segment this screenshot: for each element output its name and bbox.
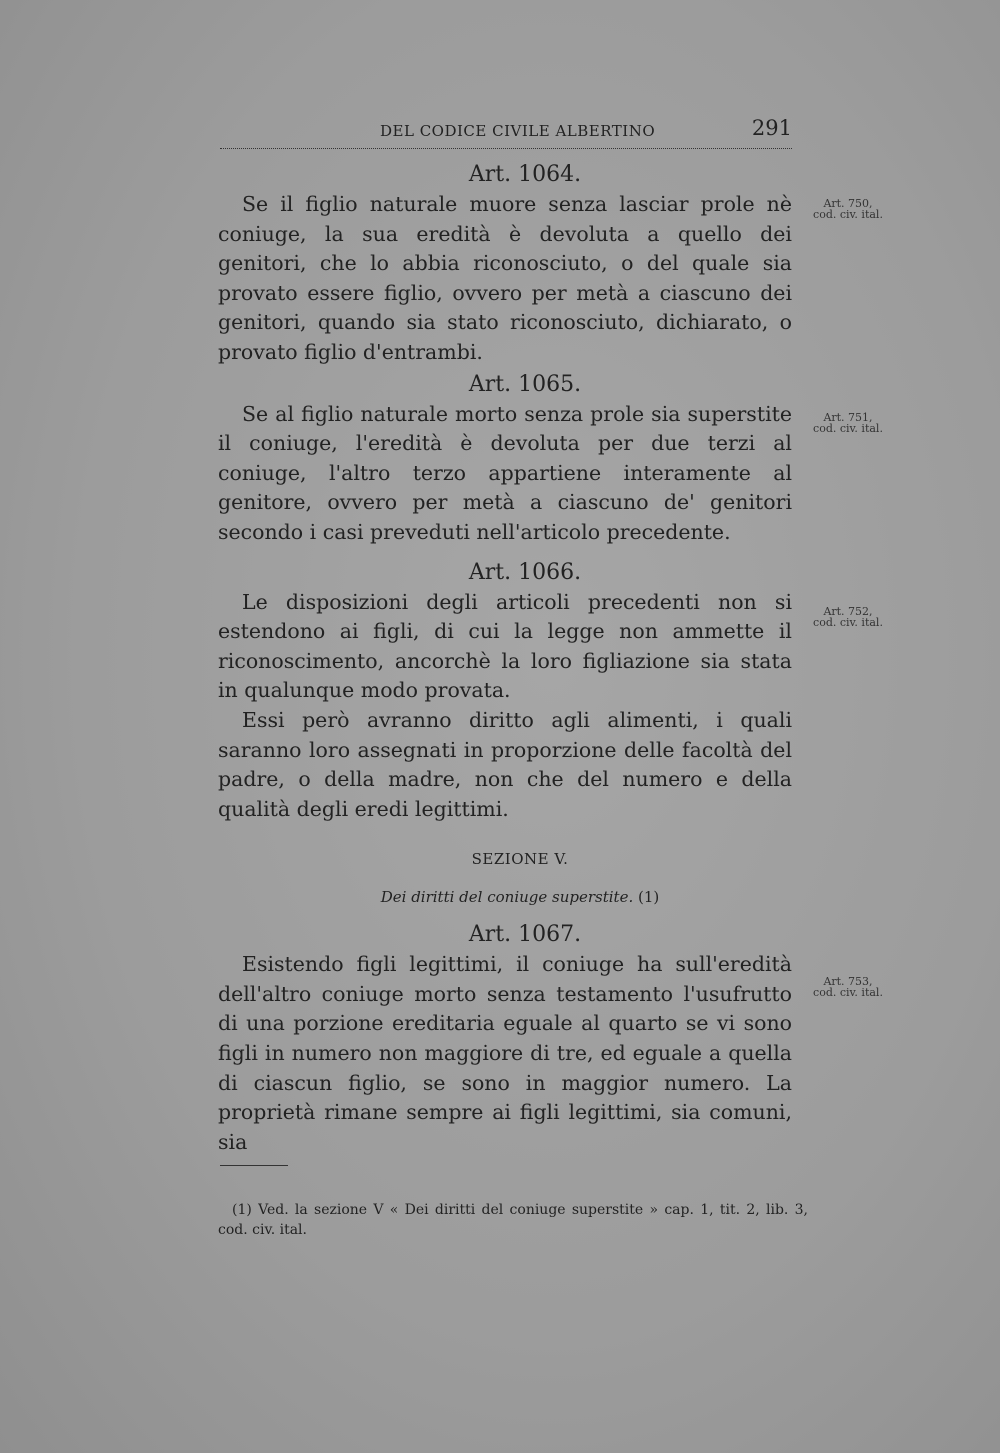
margin-note-1066-line-2: cod. civ. ital. bbox=[813, 616, 883, 629]
article-1067-paragraph: Esistendo figli legittimi, il coniuge ha sull'eredità dell'altro coniuge morto senza testamento l'usufrutto di una porzione ereditaria eguale al quarto se vi sono figli in numero non maggiore di tre, ed eguale a quella di ciascun figlio, se sono in maggior numero. La proprietà rimane sempre ai figli legittimi, sia comuni, sia bbox=[218, 952, 792, 1154]
article-1065-paragraph: Se al figlio naturale morto senza prole sia superstite il coniuge, l'eredità è devoluta per due terzi al coniuge, l'altro terzo appartiene interamente al genitore, ovvero per metà a ciascuno de' genitori secondo i casi preveduti nell'articolo precedente. bbox=[218, 401, 792, 544]
footnote-reference: (1) bbox=[638, 888, 660, 907]
section-label: SEZIONE V. bbox=[471, 850, 569, 869]
footnote: (1) Ved. la sezione V « Dei diritti del coniuge superstite » cap. 1, tit. 2, lib. 3, cod. civ. ital. bbox=[218, 1202, 808, 1238]
margin-note-1067 bbox=[808, 976, 888, 998]
footnote-divider bbox=[220, 1165, 288, 1166]
margin-note-1064 bbox=[808, 198, 888, 220]
article-1064-paragraph: Se il figlio naturale muore senza lasciar prole nè coniuge, la sua eredità è devoluta a quello dei genitori, che lo abbia riconosciuto, o del quale sia provato essere figlio, ovvero per metà a ciascuno dei genitori, quando sia stato riconosciuto, dichiarato, o provato figlio d'entrambi. bbox=[218, 192, 792, 364]
running-head bbox=[220, 118, 792, 149]
main-text-column bbox=[218, 160, 792, 1157]
running-head-title: DEL CODICE CIVILE ALBERTINO bbox=[380, 122, 656, 140]
article-heading-1065: Art. 1065. bbox=[468, 371, 582, 397]
section-subtitle bbox=[218, 888, 792, 906]
margin-note-1066-line-1: Art. 752, bbox=[823, 605, 873, 618]
margin-note-1064-line-1: Art. 750, bbox=[823, 197, 873, 210]
margin-note-1065-line-1: Art. 751, bbox=[823, 411, 873, 424]
section-subtitle-text: Dei diritti del coniuge superstite. bbox=[380, 888, 634, 907]
margin-note-1065 bbox=[808, 412, 888, 434]
margin-note-1064-line-2: cod. civ. ital. bbox=[813, 208, 883, 221]
article-1066-paragraph-2: Essi però avranno diritto agli alimenti, i quali saranno loro assegnati in proporzione delle facoltà del padre, o della madre, non che del numero e della qualità degli eredi legittimi. bbox=[218, 707, 792, 821]
page-number: 291 bbox=[751, 116, 792, 140]
margin-note-1067-line-2: cod. civ. ital. bbox=[813, 986, 883, 999]
margin-note-1065-line-2: cod. civ. ital. bbox=[813, 422, 883, 435]
article-heading-1066: Art. 1066. bbox=[468, 559, 582, 585]
article-heading-1067: Art. 1067. bbox=[468, 922, 582, 948]
margin-note-1067-line-1: Art. 753, bbox=[823, 975, 873, 988]
article-1066-paragraph-1: Le disposizioni degli articoli precedenti non si estendono ai figli, di cui la legge non ammette il riconoscimento, ancorchè la loro figliazione sia stata in qualunque modo provata. bbox=[218, 589, 792, 703]
margin-note-1066 bbox=[808, 606, 888, 628]
article-heading-1064: Art. 1064. bbox=[468, 162, 582, 187]
